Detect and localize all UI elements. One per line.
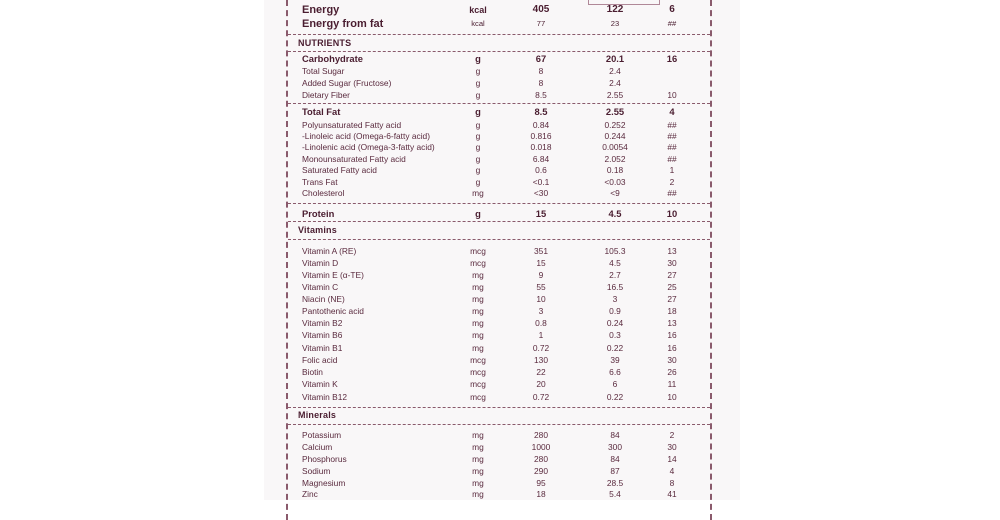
value-per-100g: 8 — [538, 78, 544, 88]
section-title: NUTRIENTS — [298, 38, 352, 48]
value-per-serving: 300 — [608, 442, 622, 452]
nutrient-unit: mcg — [470, 367, 486, 377]
value-per-serving: 0.3 — [609, 330, 621, 340]
table-row — [288, 441, 710, 453]
daily-value: 10 — [666, 208, 678, 219]
value-per-serving: 39 — [610, 355, 620, 365]
nutrient-unit: g — [475, 142, 481, 152]
value-per-100g: 55 — [536, 282, 546, 292]
daily-value: 30 — [667, 442, 677, 452]
nutrient-name: Vitamin A (RE) — [302, 246, 357, 256]
nutrient-name: Protein — [302, 208, 335, 219]
nutrient-unit: mg — [472, 478, 484, 488]
daily-value: 18 — [667, 306, 677, 316]
nutrition-label-card — [264, 0, 740, 500]
daily-value: 14 — [667, 454, 677, 464]
value-per-serving: 2.55 — [605, 106, 625, 117]
value-per-100g: 67 — [535, 53, 547, 64]
divider — [288, 239, 710, 240]
value-per-100g: 10 — [536, 294, 546, 304]
nutrient-unit: g — [475, 66, 481, 76]
divider — [288, 221, 710, 222]
daily-value: 11 — [667, 379, 677, 389]
value-per-serving: 0.22 — [606, 392, 624, 402]
value-per-100g: 95 — [536, 478, 546, 488]
daily-value: 16 — [667, 330, 677, 340]
value-per-100g: 0.816 — [530, 131, 552, 141]
value-per-100g: 3 — [538, 306, 544, 316]
value-per-100g: 0.018 — [530, 142, 552, 152]
nutrient-name: Vitamin C — [302, 282, 339, 292]
nutrient-name: Vitamin B6 — [302, 330, 343, 340]
nutrient-name: Energy — [302, 4, 340, 16]
nutrient-name: Sodium — [302, 466, 331, 476]
value-per-serving: 105.3 — [604, 246, 626, 256]
nutrient-unit: mg — [472, 188, 484, 198]
value-per-serving: 2.7 — [609, 270, 621, 280]
nutrient-name: Energy from fat — [302, 18, 384, 30]
value-per-100g: 0.8 — [535, 318, 547, 328]
value-per-serving: <0.03 — [604, 177, 626, 187]
nutrient-name: -Linolenic acid (Omega-3-fatty acid) — [302, 142, 435, 152]
table-row — [288, 342, 710, 354]
value-per-100g: 6.84 — [532, 154, 550, 164]
table-row — [288, 293, 710, 305]
table-row — [288, 164, 710, 176]
value-per-100g: 0.84 — [532, 120, 550, 130]
value-per-serving: 6 — [612, 379, 618, 389]
value-per-serving: 3 — [612, 294, 618, 304]
daily-value: 30 — [667, 258, 677, 268]
value-per-serving: 2.4 — [609, 78, 621, 88]
nutrient-name: Added Sugar (Fructose) — [302, 78, 392, 88]
section-heading-minerals — [288, 409, 710, 421]
nutrient-name: Polyunsaturated Fatty acid — [302, 120, 402, 130]
daily-value: 27 — [667, 294, 677, 304]
value-per-serving: 5.4 — [609, 489, 621, 499]
value-per-serving: 0.18 — [606, 165, 624, 175]
nutrient-name: Vitamin B12 — [302, 392, 348, 402]
value-per-100g: 18 — [536, 489, 546, 499]
nutrient-name: Pantothenic acid — [302, 306, 364, 316]
nutrient-unit: mg — [472, 343, 484, 353]
daily-value: ## — [667, 142, 677, 152]
value-per-100g: <30 — [533, 188, 549, 198]
nutrient-name: Total Fat — [302, 106, 341, 117]
value-per-serving: 4.5 — [609, 258, 621, 268]
table-row — [288, 453, 710, 465]
table-row — [288, 77, 710, 89]
daily-value: 10 — [667, 392, 677, 402]
daily-value: 27 — [667, 270, 677, 280]
divider — [288, 407, 710, 408]
table-row — [288, 245, 710, 257]
nutrient-name: Magnesium — [302, 478, 346, 488]
daily-value: 25 — [667, 282, 677, 292]
value-per-100g: 15 — [536, 258, 546, 268]
daily-value: ## — [667, 131, 677, 141]
value-per-100g: 1000 — [531, 442, 551, 452]
divider — [288, 51, 710, 52]
value-per-100g: 290 — [534, 466, 548, 476]
value-per-100g: 351 — [534, 246, 548, 256]
nutrient-unit: g — [475, 154, 481, 164]
nutrient-unit: mg — [472, 442, 484, 452]
daily-value: ## — [667, 154, 677, 164]
value-per-serving: 2.052 — [604, 154, 626, 164]
daily-value: 26 — [667, 367, 677, 377]
energy-row — [288, 3, 710, 17]
daily-value: 41 — [667, 489, 677, 499]
nutrient-name: Vitamin B1 — [302, 343, 343, 353]
nutrient-name: Zinc — [302, 489, 318, 499]
divider — [288, 34, 710, 35]
nutrient-unit: mg — [472, 282, 484, 292]
nutrient-unit: mg — [472, 330, 484, 340]
nutrient-unit: g — [475, 131, 481, 141]
daily-value: 2 — [669, 177, 675, 187]
nutrient-name: Biotin — [302, 367, 323, 377]
nutrient-name: Vitamin E (α-TE) — [302, 270, 364, 280]
value-per-serving: 2.4 — [609, 66, 621, 76]
table-row — [288, 317, 710, 329]
table-row — [288, 269, 710, 281]
value-per-100g: 0.72 — [532, 343, 550, 353]
nutrient-unit: g — [475, 208, 481, 219]
nutrient-unit: g — [475, 165, 481, 175]
value-per-100g: 15 — [535, 208, 547, 219]
daily-value: 4 — [669, 466, 675, 476]
table-row — [288, 465, 710, 477]
nutrient-name: Folic acid — [302, 355, 338, 365]
daily-value: 13 — [667, 318, 677, 328]
daily-value: 1 — [669, 165, 675, 175]
table-row — [288, 65, 710, 77]
nutrient-name: Cholesterol — [302, 188, 345, 198]
daily-value: 16 — [666, 53, 678, 64]
value-per-serving: <9 — [610, 188, 620, 198]
value-per-100g: 280 — [534, 430, 548, 440]
nutrient-name: Niacin (NE) — [302, 294, 345, 304]
nutrient-unit: g — [475, 53, 481, 64]
section-heading-nutrients — [288, 37, 710, 49]
nutrient-unit: g — [475, 177, 481, 187]
nutrient-unit: mcg — [470, 379, 486, 389]
value-per-100g: 8.5 — [534, 106, 548, 117]
daily-value: 6 — [669, 4, 675, 15]
value-per-100g: 22 — [536, 367, 546, 377]
nutrient-name: Carbohydrate — [302, 53, 363, 64]
value-per-serving: 28.5 — [606, 478, 624, 488]
value-per-serving: 84 — [610, 454, 620, 464]
nutrient-name: Saturated Fatty acid — [302, 165, 377, 175]
table-row — [288, 378, 710, 390]
nutrient-unit: mg — [472, 489, 484, 499]
nutrient-unit: mg — [472, 466, 484, 476]
nutrient-name: Total Sugar — [302, 66, 345, 76]
value-per-100g: 0.72 — [532, 392, 550, 402]
value-per-100g: 1 — [538, 330, 544, 340]
value-per-serving: 0.244 — [604, 131, 626, 141]
table-row — [288, 305, 710, 317]
nutrient-unit: mg — [472, 270, 484, 280]
value-per-serving: 16.5 — [606, 282, 624, 292]
daily-value: 13 — [667, 246, 677, 256]
nutrient-unit: mg — [472, 454, 484, 464]
section-title: Minerals — [298, 410, 337, 420]
nutrient-name: Trans Fat — [302, 177, 338, 187]
divider — [288, 103, 710, 104]
nutrition-facts-table — [286, 0, 712, 520]
value-per-serving: 20.1 — [605, 53, 625, 64]
value-per-serving: 6.6 — [609, 367, 621, 377]
value-per-100g: 280 — [534, 454, 548, 464]
value-per-100g: 8 — [538, 66, 544, 76]
nutrient-unit: mcg — [470, 392, 486, 402]
value-per-100g: 77 — [536, 19, 546, 28]
nutrient-name: Phosphorus — [302, 454, 347, 464]
value-per-serving: 0.9 — [609, 306, 621, 316]
value-per-serving: 23 — [610, 19, 620, 28]
daily-value: 10 — [667, 90, 677, 100]
table-row — [288, 89, 710, 101]
table-row — [288, 257, 710, 269]
daily-value: ## — [667, 120, 677, 130]
value-per-100g: 405 — [532, 4, 550, 15]
nutrient-unit: g — [475, 78, 481, 88]
table-row — [288, 281, 710, 293]
value-per-serving: 0.0054 — [602, 142, 628, 152]
value-per-100g: 9 — [538, 270, 544, 280]
nutrient-unit: g — [475, 120, 481, 130]
value-per-serving: 122 — [606, 4, 624, 15]
table-row — [288, 391, 710, 403]
section-title: Vitamins — [298, 225, 337, 235]
value-per-100g: 20 — [536, 379, 546, 389]
table-row — [288, 429, 710, 441]
table-row — [288, 366, 710, 378]
value-per-serving: 0.252 — [604, 120, 626, 130]
daily-value: 30 — [667, 355, 677, 365]
nutrient-unit: mcg — [470, 246, 486, 256]
value-per-serving: 87 — [610, 466, 620, 476]
table-row — [288, 354, 710, 366]
divider — [288, 203, 710, 204]
divider — [288, 424, 710, 425]
nutrient-name: -Linoleic acid (Omega-6-fatty acid) — [302, 131, 431, 141]
nutrient-name: Vitamin B2 — [302, 318, 343, 328]
daily-value: 8 — [669, 478, 675, 488]
daily-value: 4 — [669, 106, 675, 117]
energy-from-fat-row — [288, 17, 710, 31]
daily-value: ## — [667, 188, 677, 198]
value-per-serving: 4.5 — [608, 208, 622, 219]
nutrient-name: Monounsaturated Fatty acid — [302, 154, 406, 164]
nutrient-unit: mg — [472, 306, 484, 316]
nutrient-unit: mcg — [470, 258, 486, 268]
table-row — [288, 488, 710, 500]
value-per-100g: 0.6 — [535, 165, 547, 175]
nutrient-name: Calcium — [302, 442, 333, 452]
nutrient-name: Potassium — [302, 430, 342, 440]
daily-value: 16 — [667, 343, 677, 353]
nutrient-unit: mcg — [470, 355, 486, 365]
nutrient-unit: kcal — [469, 5, 487, 15]
value-per-serving: 0.24 — [606, 318, 624, 328]
nutrient-name: Vitamin D — [302, 258, 339, 268]
value-per-serving: 84 — [610, 430, 620, 440]
nutrient-unit: g — [475, 90, 481, 100]
table-row — [288, 141, 710, 153]
nutrient-unit: mg — [472, 318, 484, 328]
value-per-100g: 130 — [534, 355, 548, 365]
daily-value: ## — [667, 19, 677, 28]
total-fat-row — [288, 106, 710, 118]
nutrient-name: Dietary Fiber — [302, 90, 350, 100]
table-row — [288, 187, 710, 199]
value-per-100g: 8.5 — [535, 90, 547, 100]
value-per-serving: 0.22 — [606, 343, 624, 353]
nutrient-unit: g — [475, 106, 481, 117]
nutrient-unit: mg — [472, 430, 484, 440]
protein-row — [288, 208, 710, 220]
daily-value: 2 — [669, 430, 675, 440]
value-per-serving: 2.55 — [606, 90, 624, 100]
section-heading-vitamins — [288, 224, 710, 236]
carbohydrate-row — [288, 53, 710, 65]
nutrient-unit: kcal — [471, 19, 485, 28]
nutrient-unit: mg — [472, 294, 484, 304]
value-per-100g: <0.1 — [532, 177, 550, 187]
table-row — [288, 329, 710, 341]
nutrient-name: Vitamin K — [302, 379, 338, 389]
